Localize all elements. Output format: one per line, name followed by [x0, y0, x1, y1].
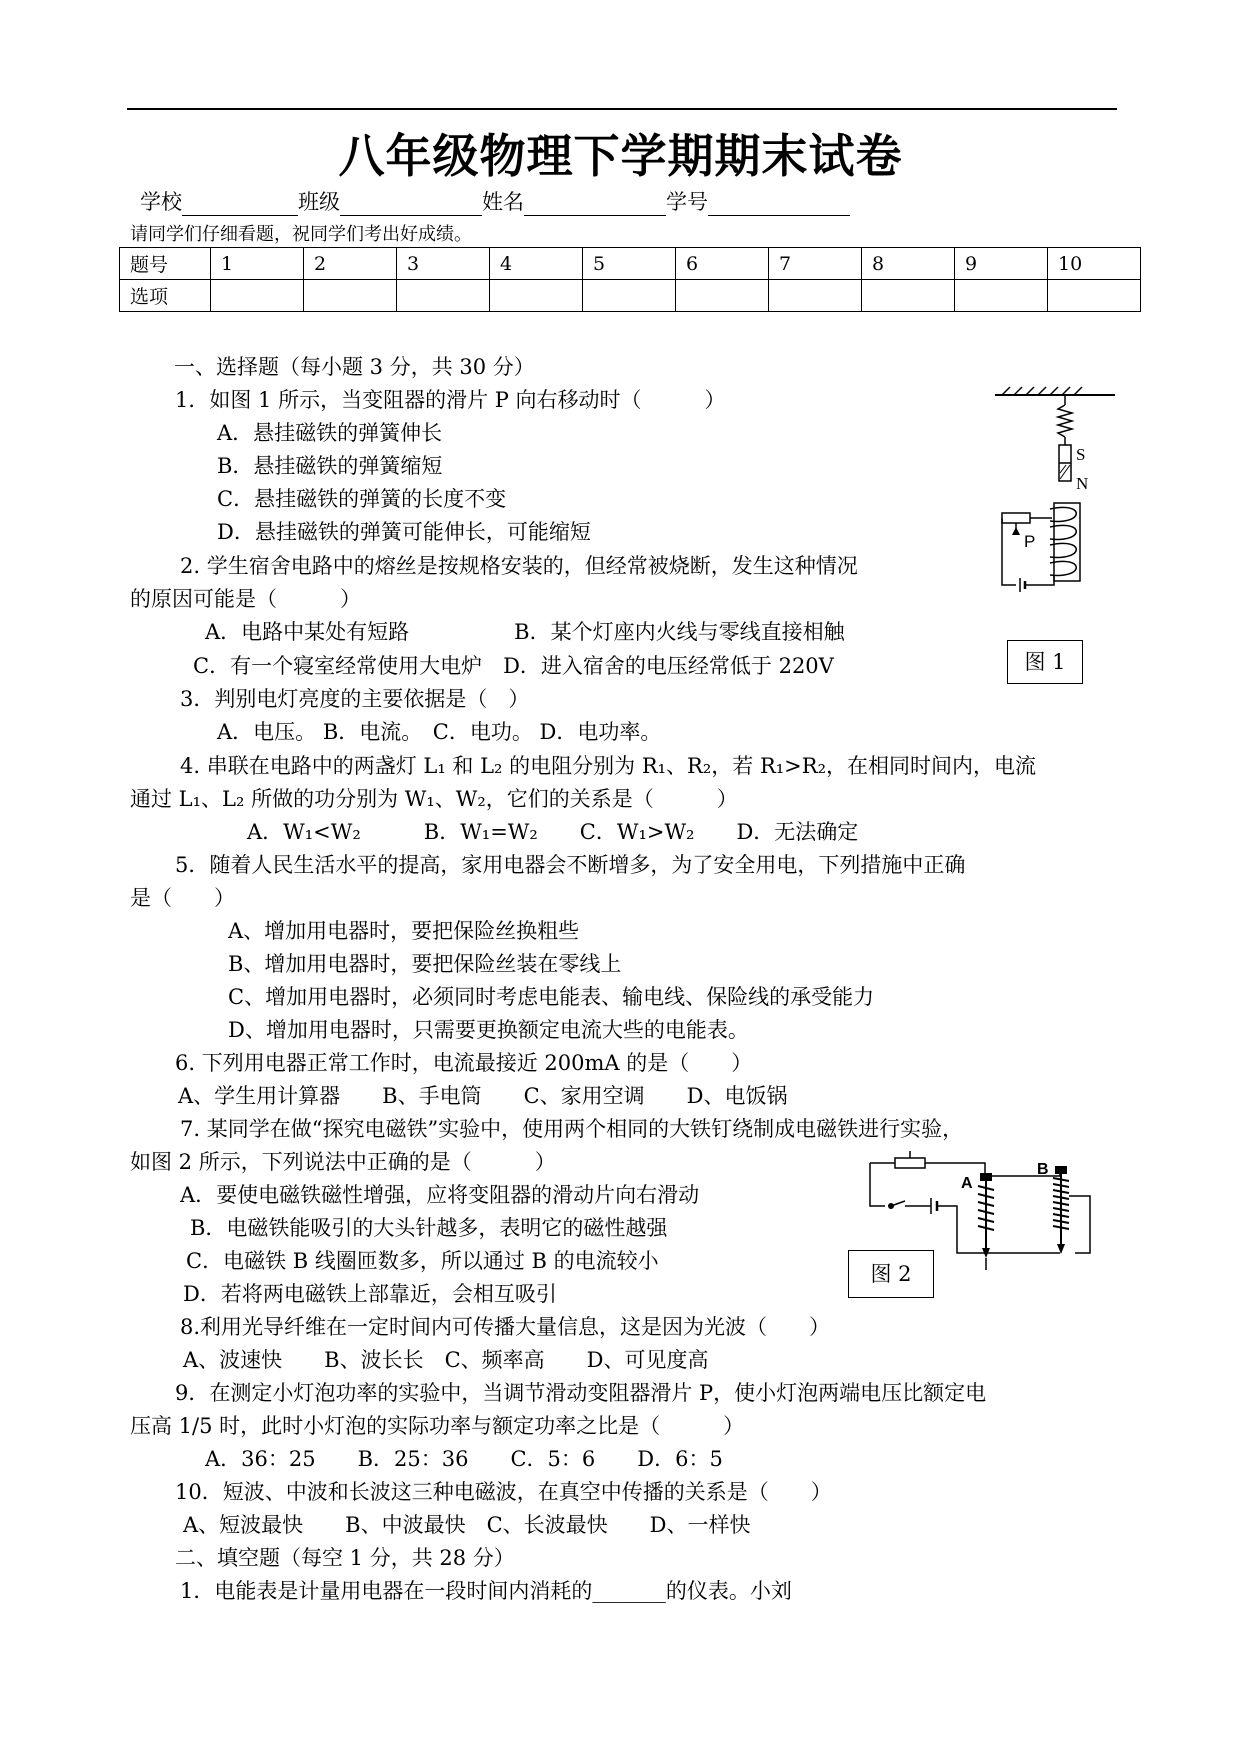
- name-label: 姓名: [482, 190, 524, 214]
- question-number-row: [120, 248, 1141, 280]
- page-title: 八年级物理下学期期末试卷: [338, 129, 903, 183]
- student-info-line: [140, 186, 850, 216]
- top-rule: [127, 108, 1117, 110]
- name-blank[interactable]: [524, 195, 666, 216]
- question-number-cell: 2: [304, 248, 397, 280]
- option-text: A、短波最快 B、中波最快 C、长波最快 D、一样快: [183, 1513, 751, 1537]
- figure-1-diagram: [990, 385, 1120, 615]
- question-number-cell: 6: [676, 248, 769, 280]
- answer-cell[interactable]: [490, 280, 583, 312]
- question-text: 8.利用光导纤维在一定时间内可传播大量信息，这是因为光波（ ）: [180, 1315, 831, 1339]
- option-text: A、学生用计算器 B、手电筒 C、家用空调 D、电饭锅: [178, 1084, 788, 1108]
- class-label: 班级: [298, 190, 340, 214]
- option-text: A、波速快 B、波长长 C、频率高 D、可见度高: [183, 1348, 709, 1372]
- answer-cell[interactable]: [769, 280, 862, 312]
- option-text: C．悬挂磁铁的弹簧的长度不变: [217, 487, 507, 511]
- question-text: 2. 学生宿舍电路中的熔丝是按规格安装的，但经常被烧断，发生这种情况: [180, 554, 858, 578]
- question-text: 5．随着人民生活水平的提高，家用电器会不断增多，为了安全用电，下列措施中正确: [175, 853, 966, 877]
- option-text: A．悬挂磁铁的弹簧伸长: [217, 421, 443, 445]
- answer-cell[interactable]: [304, 280, 397, 312]
- option-text: C．电磁铁 B 线圈匝数多，所以通过 B 的电流较小: [186, 1249, 659, 1273]
- question-number-cell: 1: [211, 248, 304, 280]
- class-blank[interactable]: [340, 195, 482, 216]
- question-text: 10．短波、中波和长波这三种电磁波，在真空中传播的关系是（ ）: [175, 1480, 832, 1504]
- answer-cell[interactable]: [1048, 280, 1141, 312]
- answer-cell[interactable]: [955, 280, 1048, 312]
- question-text: 3．判别电灯亮度的主要依据是（ ）: [180, 687, 530, 711]
- option-text: C、增加用电器时，必须同时考虑电能表、输电线、保险线的承受能力: [228, 985, 875, 1009]
- school-label: 学校: [140, 190, 182, 214]
- question-number-cell: 4: [490, 248, 583, 280]
- row-label: 选项: [120, 280, 211, 312]
- question-text: 7. 某同学在做“探究电磁铁”实验中，使用两个相同的大铁钉绕制成电磁铁进行实验，: [180, 1117, 964, 1141]
- question-text: 压高 1/5 时，此时小灯泡的实际功率与额定功率之比是（ ）: [130, 1414, 745, 1438]
- question-number-cell: 7: [769, 248, 862, 280]
- option-text: A．电压。 B．电流。 C．电功。 D．电功率。: [217, 720, 662, 744]
- question-text: 通过 L₁、L₂ 所做的功分别为 W₁、W₂，它们的关系是（ ）: [130, 787, 738, 811]
- number-label: 学号: [666, 190, 708, 214]
- question-number-cell: 10: [1048, 248, 1141, 280]
- question-text: 的原因可能是（ ）: [130, 587, 361, 611]
- question-text: 9．在测定小灯泡功率的实验中，当调节滑动变阻器滑片 P，使小灯泡两端电压比额定电: [175, 1381, 987, 1405]
- question-number-cell: 9: [955, 248, 1048, 280]
- option-text: C．有一个寝室经常使用大电炉 D．进入宿舍的电压经常低于 220V: [193, 654, 834, 678]
- option-text: B、增加用电器时，要把保险丝装在零线上: [228, 952, 622, 976]
- question-number-cell: 5: [583, 248, 676, 280]
- option-text: A．要使电磁铁磁性增强，应将变阻器的滑动片向右滑动: [180, 1183, 700, 1207]
- section-heading: 二、填空题（每空 1 分，共 28 分）: [175, 1546, 515, 1570]
- question-number-cell: 3: [397, 248, 490, 280]
- figure-1-slider-label: P: [1024, 532, 1036, 551]
- answer-cell[interactable]: [862, 280, 955, 312]
- question-text: 4. 串联在电路中的两盏灯 L₁ 和 L₂ 的电阻分别为 R₁、R₂，若 R₁>R₂，在相同时间内，电流: [180, 754, 1037, 778]
- option-text: A、增加用电器时，要把保险丝换粗些: [228, 919, 580, 943]
- row-label: 题号: [120, 248, 211, 280]
- question-text: 1．如图 1 所示，当变阻器的滑片 P 向右移动时（ ）: [175, 388, 726, 412]
- exam-note: 请同学们仔细看题，祝同学们考出好成绩。: [130, 224, 472, 245]
- answer-cell[interactable]: [211, 280, 304, 312]
- question-text: 是（ ）: [130, 886, 235, 910]
- option-text: A．电路中某处有短路 B．某个灯座内火线与零线直接相触: [205, 620, 845, 644]
- answer-cell[interactable]: [583, 280, 676, 312]
- option-text: B．电磁铁能吸引的大头针越多，表明它的磁性越强: [190, 1216, 668, 1240]
- question-text: 1．电能表是计量用电器在一段时间内消耗的_______的仪表。小刘: [180, 1579, 792, 1603]
- answer-cell[interactable]: [676, 280, 769, 312]
- figure-2-magnet-a-label: A: [961, 1175, 973, 1192]
- question-text: 6. 下列用电器正常工作时，电流最接近 200mA 的是（ ）: [175, 1051, 753, 1075]
- figure-2-diagram: [865, 1148, 1100, 1266]
- school-blank[interactable]: [182, 195, 298, 216]
- option-text: A．W₁<W₂ B．W₁=W₂ C．W₁>W₂ D．无法确定: [247, 820, 859, 844]
- figure-1-north-pole: N: [1076, 474, 1089, 493]
- answer-cell[interactable]: [397, 280, 490, 312]
- section-heading: 一、选择题（每小题 3 分，共 30 分）: [174, 355, 535, 379]
- answer-table: [119, 247, 1141, 312]
- figure-2-magnet-b-label: B: [1037, 1161, 1049, 1178]
- option-text: D、增加用电器时，只需要更换额定电流大些的电能表。: [228, 1018, 749, 1042]
- figure-2-label: 图 2: [848, 1250, 934, 1298]
- option-text: A．36：25 B．25：36 C．5：6 D．6：5: [205, 1447, 723, 1471]
- number-blank[interactable]: [708, 195, 850, 216]
- question-text: 如图 2 所示，下列说法中正确的是（ ）: [130, 1150, 556, 1174]
- answer-row: [120, 280, 1141, 312]
- question-number-cell: 8: [862, 248, 955, 280]
- option-text: D．若将两电磁铁上部靠近，会相互吸引: [183, 1282, 557, 1306]
- option-text: B．悬挂磁铁的弹簧缩短: [217, 454, 443, 478]
- option-text: D．悬挂磁铁的弹簧可能伸长，可能缩短: [217, 520, 591, 544]
- figure-1-label: 图 1: [1007, 640, 1083, 684]
- figure-1-south-pole: S: [1076, 445, 1086, 464]
